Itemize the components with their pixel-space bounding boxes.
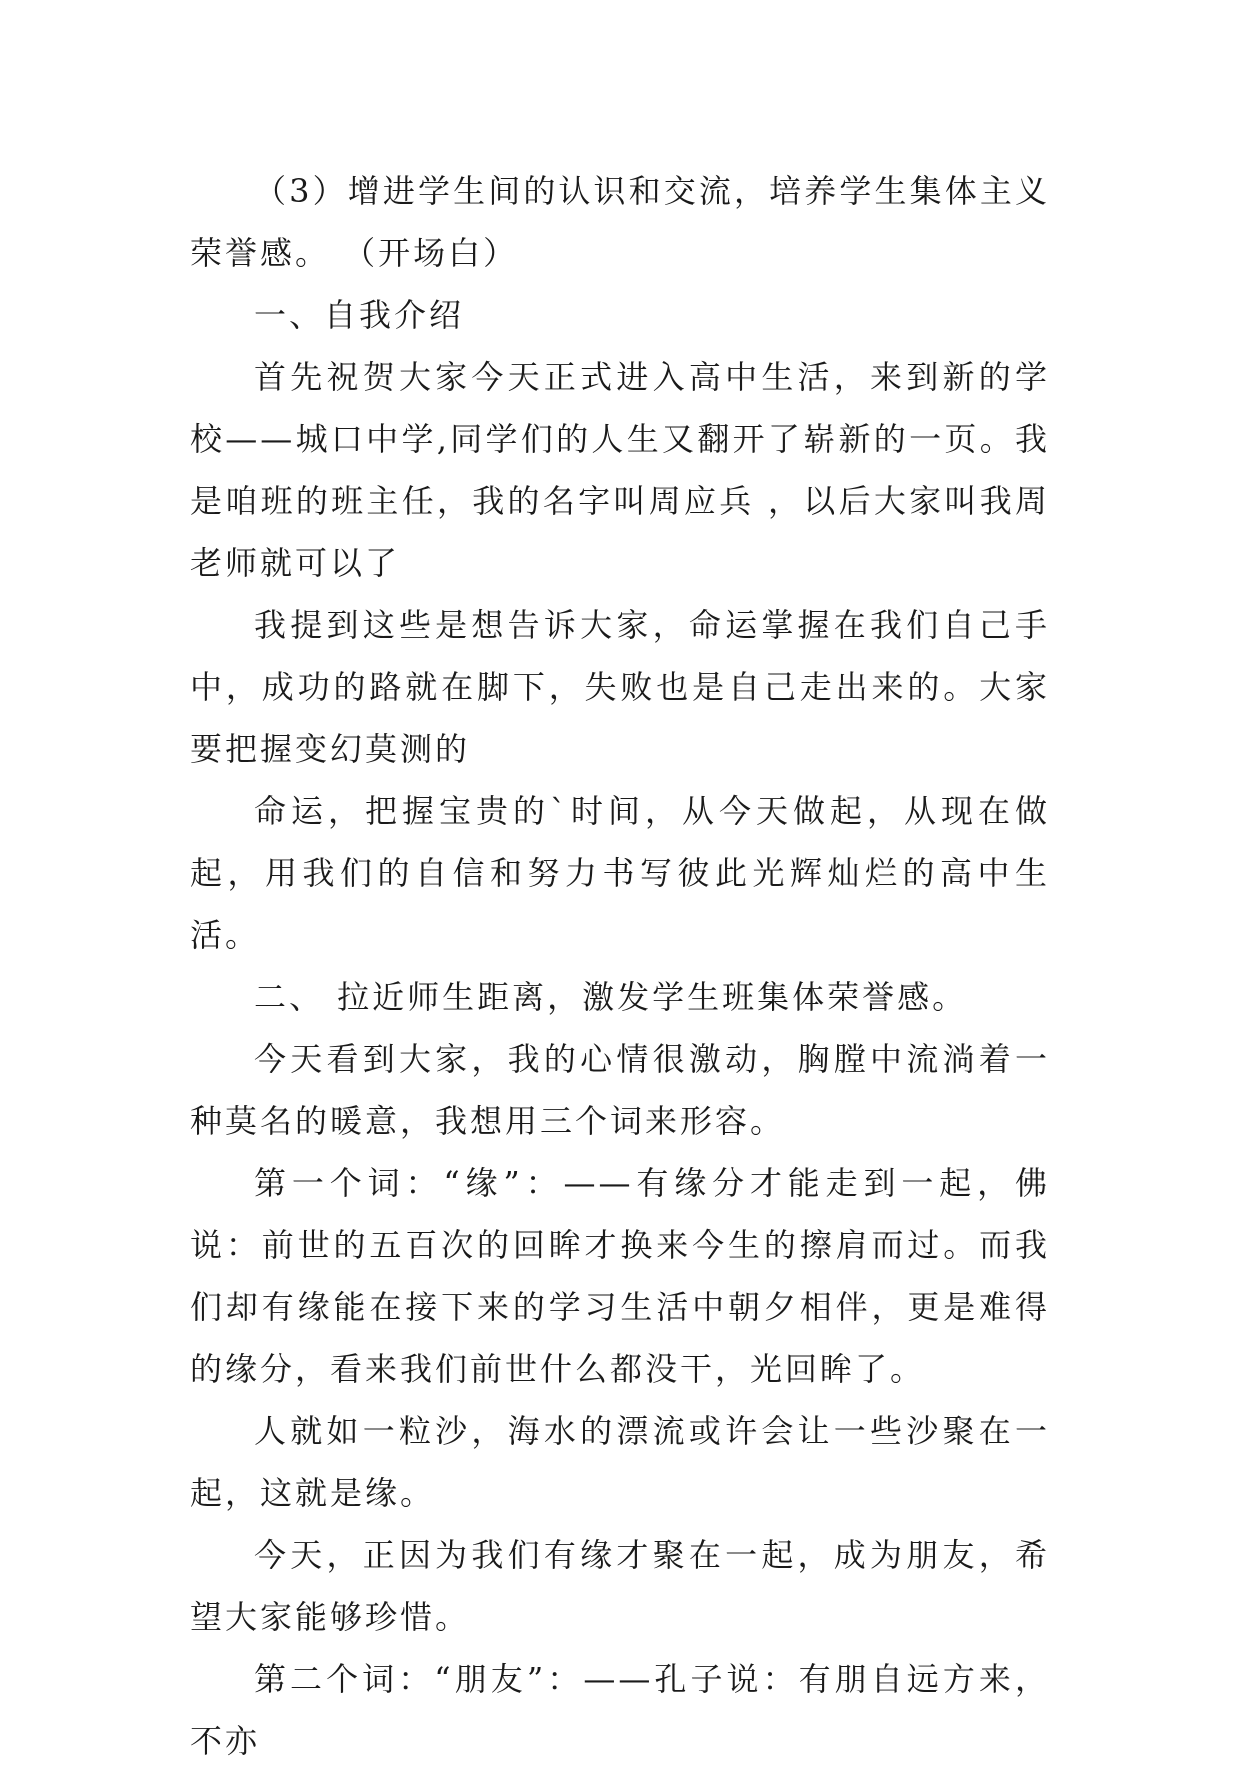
paragraph-second-word: 第二个词：“朋友”：——孔子说：有朋自远方来，不亦 (190, 1660, 1050, 1760)
paragraph-feelings: 今天看到大家，我的心情很激动，胸膛中流淌着一种莫名的暖意，我想用三个词来形容。 (190, 1040, 1050, 1140)
heading-close-distance: 二、 拉近师生距离，激发学生班集体荣誉感。 (254, 978, 968, 1016)
paragraph-seize-time: 命运，把握宝贵的`时间，从今天做起，从现在做起，用我们的自信和努力书写彼此光辉灿烂的高中生活。 (190, 792, 1050, 954)
paragraph-cherish: 今天，正因为我们有缘才聚在一起，成为朋友，希望大家能够珍惜。 (190, 1536, 1050, 1636)
document-body (190, 160, 1050, 1772)
paragraph-congratulations: 首先祝贺大家今天正式进入高中生活，来到新的学校——城口中学,同学们的人生又翻开了崭新的一页。我是咱班的班主任，我的名字叫周应兵 ，以后大家叫我周老师就可以了 (190, 358, 1050, 582)
paragraph-objective-3: （3）增进学生间的认识和交流，培养学生集体主义荣誉感。 （开场白） (190, 172, 1050, 272)
paragraph-first-word: 第一个词：“缘”：——有缘分才能走到一起，佛说：前世的五百次的回眸才换来今生的擦肩而过。而我们却有缘能在接下来的学习生活中朝夕相伴，更是难得的缘分，看来我们前世什么都没干，光回眸了。 (190, 1164, 1050, 1388)
paragraph-sand: 人就如一粒沙，海水的漂流或许会让一些沙聚在一起，这就是缘。 (190, 1412, 1050, 1512)
heading-self-introduction: 一、自我介绍 (254, 296, 465, 334)
paragraph-destiny: 我提到这些是想告诉大家，命运掌握在我们自己手中，成功的路就在脚下，失败也是自己走出来的。大家要把握变幻莫测的 (190, 606, 1050, 768)
